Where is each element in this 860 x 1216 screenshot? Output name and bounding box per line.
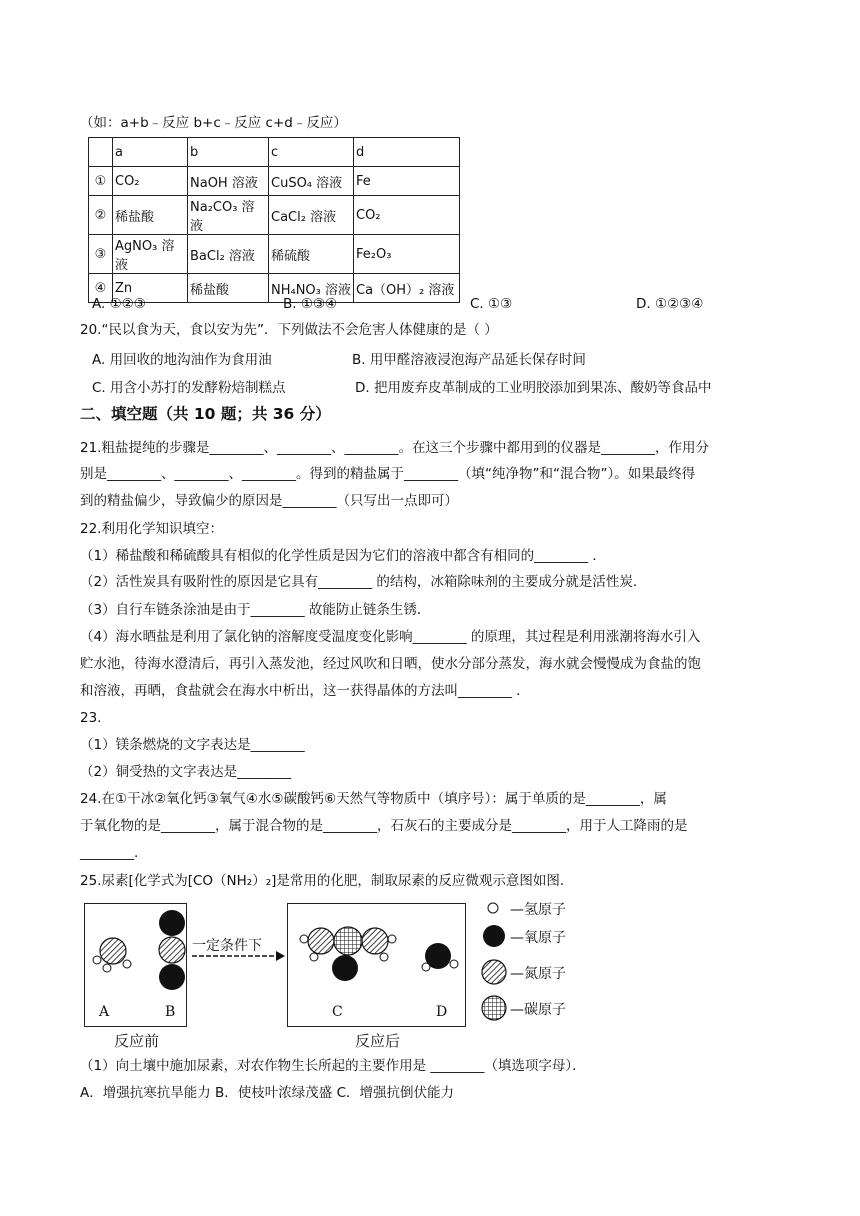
q24-line-1: 24.在①干冰②氧化钙③氧气④水⑤碳酸钙⑥天然气等物质中（填序号）：属于单质的是________，属	[80, 791, 667, 807]
table-cell: 稀硫酸	[269, 235, 354, 274]
table-row	[89, 196, 460, 235]
nitrogen-legend-icon	[482, 960, 506, 984]
row-index: ①	[89, 167, 113, 196]
q23-part-1: （1）镁条燃烧的文字表达是________	[80, 737, 305, 753]
table-cell: Zn	[113, 274, 188, 303]
table-header: d	[354, 138, 460, 167]
table-cell: CuSO₄ 溶液	[269, 167, 354, 196]
hydrogen-atom	[123, 960, 131, 968]
q25-stem: 25.尿素[化学式为[CO（NH₂）₂]是常用的化肥，制取尿素的反应微观示意图如图．	[80, 873, 574, 889]
reaction-condition: 一定条件下	[192, 938, 262, 954]
table-cell: Na₂CO₃ 溶液	[188, 196, 269, 235]
hydrogen-legend-icon	[488, 903, 498, 913]
after-caption: 反应后	[355, 1032, 401, 1050]
table-cell: NaOH 溶液	[188, 167, 269, 196]
table-header: c	[269, 138, 354, 167]
legend-carbon: —碳原子	[510, 1002, 566, 1018]
table-cell: BaCl₂ 溶液	[188, 235, 269, 274]
table-cell: CO₂	[113, 167, 188, 196]
hydrogen-atom	[422, 963, 430, 971]
label-b: B	[165, 1004, 176, 1020]
q19-option-d[interactable]: D. ①②③④	[636, 296, 704, 312]
q20-option-c[interactable]: C. 用含小苏打的发酵粉焙制糕点	[92, 380, 286, 396]
table-header: a	[113, 138, 188, 167]
before-caption: 反应前	[114, 1032, 160, 1050]
atom-legend	[480, 898, 585, 1024]
label-c: C	[332, 1004, 343, 1020]
q20-option-d[interactable]: D. 把用废弃皮革制成的工业明胶添加到果冻、酸奶等食品中	[355, 380, 712, 396]
q21-line-2: 别是________、________、________。得到的精盐属于________（填“纯净物”和“混合物”）。如果最终得	[80, 466, 696, 482]
q20-stem: 20.“民以食为天，食以安为先”．下列做法不会危害人体健康的是（ ）	[80, 322, 498, 338]
q22-part-1: （1）稀盐酸和稀硫酸具有相似的化学性质是因为它们的溶液中都含有相同的________ ．	[80, 548, 606, 564]
row-index: ②	[89, 196, 113, 235]
table-row	[89, 235, 460, 274]
table-cell: CaCl₂ 溶液	[269, 196, 354, 235]
row-index: ④	[89, 274, 113, 303]
q20-option-a[interactable]: A. 用回收的地沟油作为食用油	[92, 352, 272, 368]
label-d: D	[436, 1004, 448, 1020]
table-cell: AgNO₃ 溶液	[113, 235, 188, 274]
hydrogen-atom	[450, 960, 458, 968]
oxygen-atom	[159, 910, 185, 936]
table-cell	[89, 138, 113, 167]
oxygen-atom	[159, 964, 185, 990]
q19-option-a[interactable]: A. ①②③	[92, 296, 146, 312]
hydrogen-atom	[388, 935, 396, 943]
nitrogen-atom	[362, 928, 388, 954]
hydrogen-atom	[103, 964, 111, 972]
q22-part-4-line-1: （4）海水晒盐是利用了氯化钠的溶解度受温度变化影响________ 的原理，其过程是利用涨潮将海水引入	[80, 629, 701, 645]
oxygen-legend-icon	[483, 925, 505, 947]
table-header: b	[188, 138, 269, 167]
q22-title: 22.利用化学知识填空：	[80, 521, 223, 537]
table-cell: 稀盐酸	[113, 196, 188, 235]
reactants-box	[84, 903, 187, 1027]
label-a: A	[99, 1004, 110, 1020]
q24-line-2: 于氧化物的是________，属于混合物的是________，石灰石的主要成分是________，用于人工降雨的是	[80, 818, 688, 834]
table-cell: Fe	[354, 167, 460, 196]
q19-option-c[interactable]: C. ①③	[470, 296, 513, 312]
q25-part-1-options[interactable]: A．增强抗寒抗旱能力 B．使枝叶浓绿茂盛 C．增强抗倒伏能力	[80, 1085, 455, 1101]
oxygen-atom	[332, 955, 358, 981]
q25-part-1: （1）向土壤中施加尿素，对农作物生长所起的主要作用是 ________（填选项字母）．	[80, 1058, 586, 1074]
hydrogen-atom	[310, 953, 318, 961]
table-row	[89, 167, 460, 196]
reaction-arrow	[190, 950, 286, 962]
legend-nitrogen: —氮原子	[510, 966, 566, 982]
row-index: ③	[89, 235, 113, 274]
carbon-legend-icon	[482, 996, 506, 1020]
hydrogen-atom	[93, 956, 101, 964]
q22-part-2: （2）活性炭具有吸附性的原因是它具有________ 的结构，冰箱除味剂的主要成分就是活性炭．	[80, 574, 647, 590]
hydrogen-atom	[380, 953, 388, 961]
q20-option-b[interactable]: B. 用甲醛溶液浸泡海产品延长保存时间	[352, 352, 586, 368]
q19-option-b[interactable]: B. ①③④	[283, 296, 338, 312]
table-cell: Fe₂O₃	[354, 235, 460, 274]
legend-hydrogen: —氢原子	[510, 902, 566, 918]
q22-part-4-line-3: 和溶液，再晒，食盐就会在海水中析出，这一获得晶体的方法叫________ ．	[80, 683, 530, 699]
section-title: 二、填空题（共 10 题；共 36 分）	[80, 405, 331, 423]
example-note: （如：a+b﹣反应 b+c﹣反应 c+d﹣反应）	[80, 115, 347, 131]
table-header-row	[89, 138, 460, 167]
nitrogen-atom	[100, 938, 126, 964]
nitrogen-atom	[308, 928, 334, 954]
table-cell: CO₂	[354, 196, 460, 235]
q23-number: 23.	[80, 710, 102, 726]
carbon-center-atom	[159, 937, 185, 963]
q22-part-4-line-2: 贮水池，待海水澄清后，再引入蒸发池，经过风吹和日晒，使水分部分蒸发，海水就会慢慢成为食盐的饱	[80, 656, 701, 672]
q24-line-3: ________.	[80, 845, 139, 861]
reactant-table	[88, 137, 460, 303]
q21-line-3: 到的精盐偏少，导致偏少的原因是________（只写出一点即可）	[80, 493, 458, 509]
legend-oxygen: —氧原子	[510, 930, 566, 946]
table-cell: 稀盐酸	[188, 274, 269, 303]
q21-line-1: 21.粗盐提纯的步骤是________、________、________。在这三个步骤中都用到的仪器是________，作用分	[80, 440, 709, 456]
products-box	[287, 903, 466, 1027]
q23-part-2: （2）铜受热的文字表达是________	[80, 764, 292, 780]
q22-part-3: （3）自行车链条涂油是由于________ 故能防止链条生锈．	[80, 602, 431, 618]
carbon-atom	[334, 927, 362, 955]
table-cell: Ca（OH）₂ 溶液	[354, 274, 460, 303]
hydrogen-atom	[300, 935, 308, 943]
table-cell: NH₄NO₃ 溶液	[269, 274, 354, 303]
